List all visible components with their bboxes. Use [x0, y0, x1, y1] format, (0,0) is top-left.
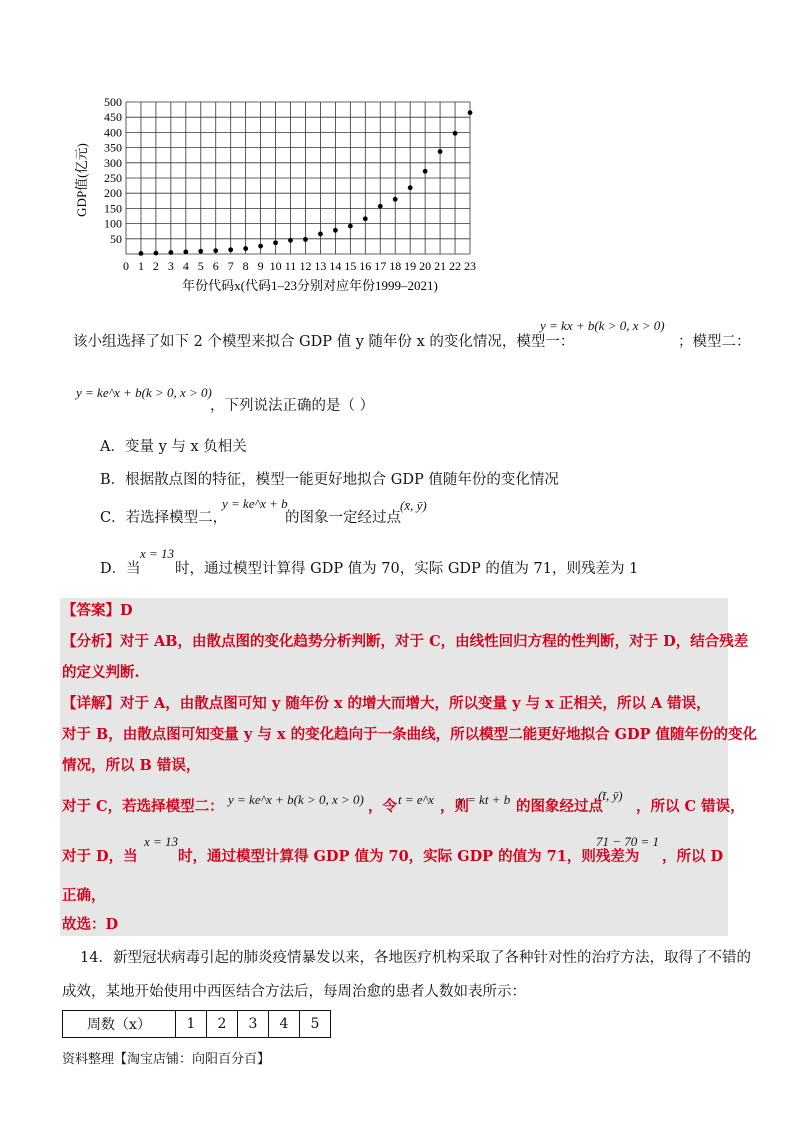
option-c-formula: y = ke^x + b — [222, 496, 288, 511]
data-point — [168, 250, 173, 255]
x-tick-label: 19 — [404, 259, 417, 273]
x-tick-label: 2 — [152, 259, 159, 273]
x-tick-label: 13 — [314, 259, 327, 273]
y-tick-label: 150 — [104, 201, 122, 216]
answer-label: 【答案】D — [62, 602, 133, 619]
data-point — [243, 246, 248, 251]
x-tick-label: 18 — [389, 259, 402, 273]
detail-line-4-pre: 对于 C，若选择模型二： — [62, 798, 224, 815]
detail-line-4-post: ，所以 C 错误， — [636, 798, 745, 815]
final-answer: 故选：D — [62, 916, 119, 933]
x-tick-label: 8 — [242, 259, 249, 273]
data-point — [393, 197, 398, 202]
q14-line-1: 14．新型冠状病毒引起的肺炎疫情暴发以来，各地医疗机构采取了各种针对性的治疗方法，取得了不错的 — [80, 950, 751, 966]
data-point — [258, 244, 263, 249]
data-point — [139, 251, 144, 256]
option-b: B．根据散点图的特征，模型一能更好地拟合 GDP 值随年份的变化情况 — [100, 472, 559, 488]
x-tick-label: 1 — [137, 259, 144, 273]
detail-line-5-post: ，所以 D — [662, 848, 724, 865]
y-tick-label: 200 — [104, 186, 122, 201]
detail-line-5-mid: 时，通过模型计算得 GDP 值为 70，实际 GDP 的值为 71，则残差为 — [178, 848, 640, 865]
detail-line-4-formula-3: y = kt + b — [458, 792, 511, 807]
data-point — [154, 251, 159, 256]
y-tick-label: 350 — [104, 140, 122, 155]
x-tick-label: 12 — [299, 259, 312, 273]
x-tick-label: 7 — [227, 259, 234, 273]
x-tick-label: 10 — [269, 259, 282, 273]
x-tick-label: 21 — [434, 259, 447, 273]
detail-line-2: 对于 B，由散点图可知变量 y 与 x 的变化趋向于一条曲线，所以模型二能更好地拟合 GDP 值随年份的变化 — [62, 726, 758, 743]
x-tick-label: 11 — [284, 259, 297, 273]
data-point — [303, 237, 308, 242]
detail-line-6: 正确， — [62, 887, 106, 904]
table-cell: 2 — [207, 1011, 238, 1038]
option-a: A．变量 y 与 x 负相关 — [100, 439, 247, 455]
detail-line-4-mid-3: 的图象经过点 — [516, 798, 603, 815]
table-row — [63, 1011, 331, 1038]
q13-model2-label: ；模型二： — [678, 334, 751, 350]
q13-intro: 该小组选择了如下 2 个模型来拟合 GDP 值 y 随年份 x 的变化情况，模型一： — [73, 334, 575, 350]
data-point — [228, 247, 233, 252]
weeks-table — [62, 1010, 331, 1038]
y-tick-label: 100 — [104, 216, 122, 231]
data-point — [408, 185, 413, 190]
x-tick-label: 20 — [419, 259, 432, 273]
table-cell: 1 — [176, 1011, 207, 1038]
x-tick-label: 17 — [374, 259, 387, 273]
data-point — [348, 224, 353, 229]
y-tick-label: 50 — [110, 231, 122, 246]
data-point — [423, 169, 428, 174]
q13-ask: ，下列说法正确的是（ ） — [210, 398, 375, 414]
detail-line-4-formula-1: y = ke^x + b(k > 0, x > 0) — [228, 792, 364, 807]
x-tick-labels — [123, 259, 476, 273]
analysis-line-2: 的定义判断. — [62, 664, 140, 681]
y-tick-label: 400 — [104, 125, 122, 140]
x-tick-label: 4 — [182, 259, 189, 273]
option-d-pre: D．当 — [100, 561, 141, 577]
x-tick-label: 14 — [329, 259, 342, 273]
detail-line-4-mid-2: ，则 — [440, 798, 469, 815]
y-tick-label: 500 — [104, 95, 122, 109]
chart-grid — [126, 102, 470, 254]
x-tick-label: 22 — [449, 259, 462, 273]
option-d-formula: x = 13 — [140, 546, 175, 561]
detail-line-5-formula-1: x = 13 — [144, 834, 179, 849]
detail-line-4-formula-4: (t̄, ȳ) — [598, 788, 623, 803]
q13-model1: y = kx + b(k > 0, x > 0) — [540, 318, 665, 333]
x-tick-label: 23 — [464, 259, 476, 273]
x-tick-label: 15 — [344, 259, 357, 273]
data-point — [333, 228, 338, 233]
x-tick-label: 0 — [123, 259, 129, 273]
q14-line-2: 成效，某地开始使用中西医结合方法后，每周治愈的患者人数如表所示： — [62, 984, 526, 1000]
detail-line-4-formula-2: t = e^x — [398, 792, 434, 807]
footer-source: 资料整理【淘宝店铺：向阳百分百】 — [62, 1052, 271, 1067]
data-point — [213, 248, 218, 253]
detail-line-1: 【详解】对于 A，由散点图可知 y 随年份 x 的增大而增大，所以变量 y 与 x 正相关，所以 A 错误， — [62, 695, 711, 712]
option-c-point: (x̄, ȳ) — [400, 498, 427, 513]
y-tick-label: 450 — [104, 110, 122, 125]
x-tick-label: 9 — [257, 259, 264, 273]
data-point — [273, 240, 278, 245]
data-point — [318, 232, 323, 237]
option-d-post: 时，通过模型计算得 GDP 值为 70，实际 GDP 的值为 71，则残差为 1 — [175, 561, 639, 577]
data-point — [453, 131, 458, 136]
gdp-scatter-chart — [70, 92, 490, 302]
x-tick-label: 6 — [212, 259, 219, 273]
detail-line-4-mid-1: ，令 — [368, 798, 397, 815]
x-axis-label: 年份代码x(代码1–23分别对应年份1999–2021) — [182, 278, 438, 293]
data-point — [198, 249, 203, 254]
data-point — [378, 204, 383, 209]
q13-model2: y = ke^x + b(k > 0, x > 0) — [76, 385, 212, 400]
x-tick-label: 3 — [167, 259, 174, 273]
table-cell: 3 — [238, 1011, 269, 1038]
data-point — [468, 110, 473, 115]
y-tick-label: 300 — [104, 155, 122, 170]
analysis-line-1: 【分析】对于 AB，由散点图的变化趋势分析判断，对于 C，由线性回归方程的性判断，对于 D，结合残差 — [62, 633, 749, 650]
data-point — [183, 249, 188, 254]
detail-line-3: 情况，所以 B 错误， — [62, 757, 201, 774]
y-tick-labels — [104, 95, 122, 246]
data-point — [363, 216, 368, 221]
x-tick-label: 16 — [359, 259, 372, 273]
table-cell: 5 — [300, 1011, 331, 1038]
option-c-mid: 的图象一定经过点 — [285, 510, 401, 526]
y-axis-label: GDP值(亿元) — [74, 143, 89, 217]
y-tick-label: 250 — [104, 171, 122, 185]
detail-line-5-pre: 对于 D，当 — [62, 848, 138, 865]
data-point — [438, 149, 443, 154]
x-tick-label: 5 — [197, 259, 204, 273]
option-c-pre: C．若选择模型二， — [100, 510, 228, 526]
table-header-cell: 周数（x） — [63, 1011, 176, 1038]
detail-line-5-formula-2: 71 − 70 = 1 — [596, 834, 660, 849]
data-point — [288, 238, 293, 243]
table-cell: 4 — [269, 1011, 300, 1038]
